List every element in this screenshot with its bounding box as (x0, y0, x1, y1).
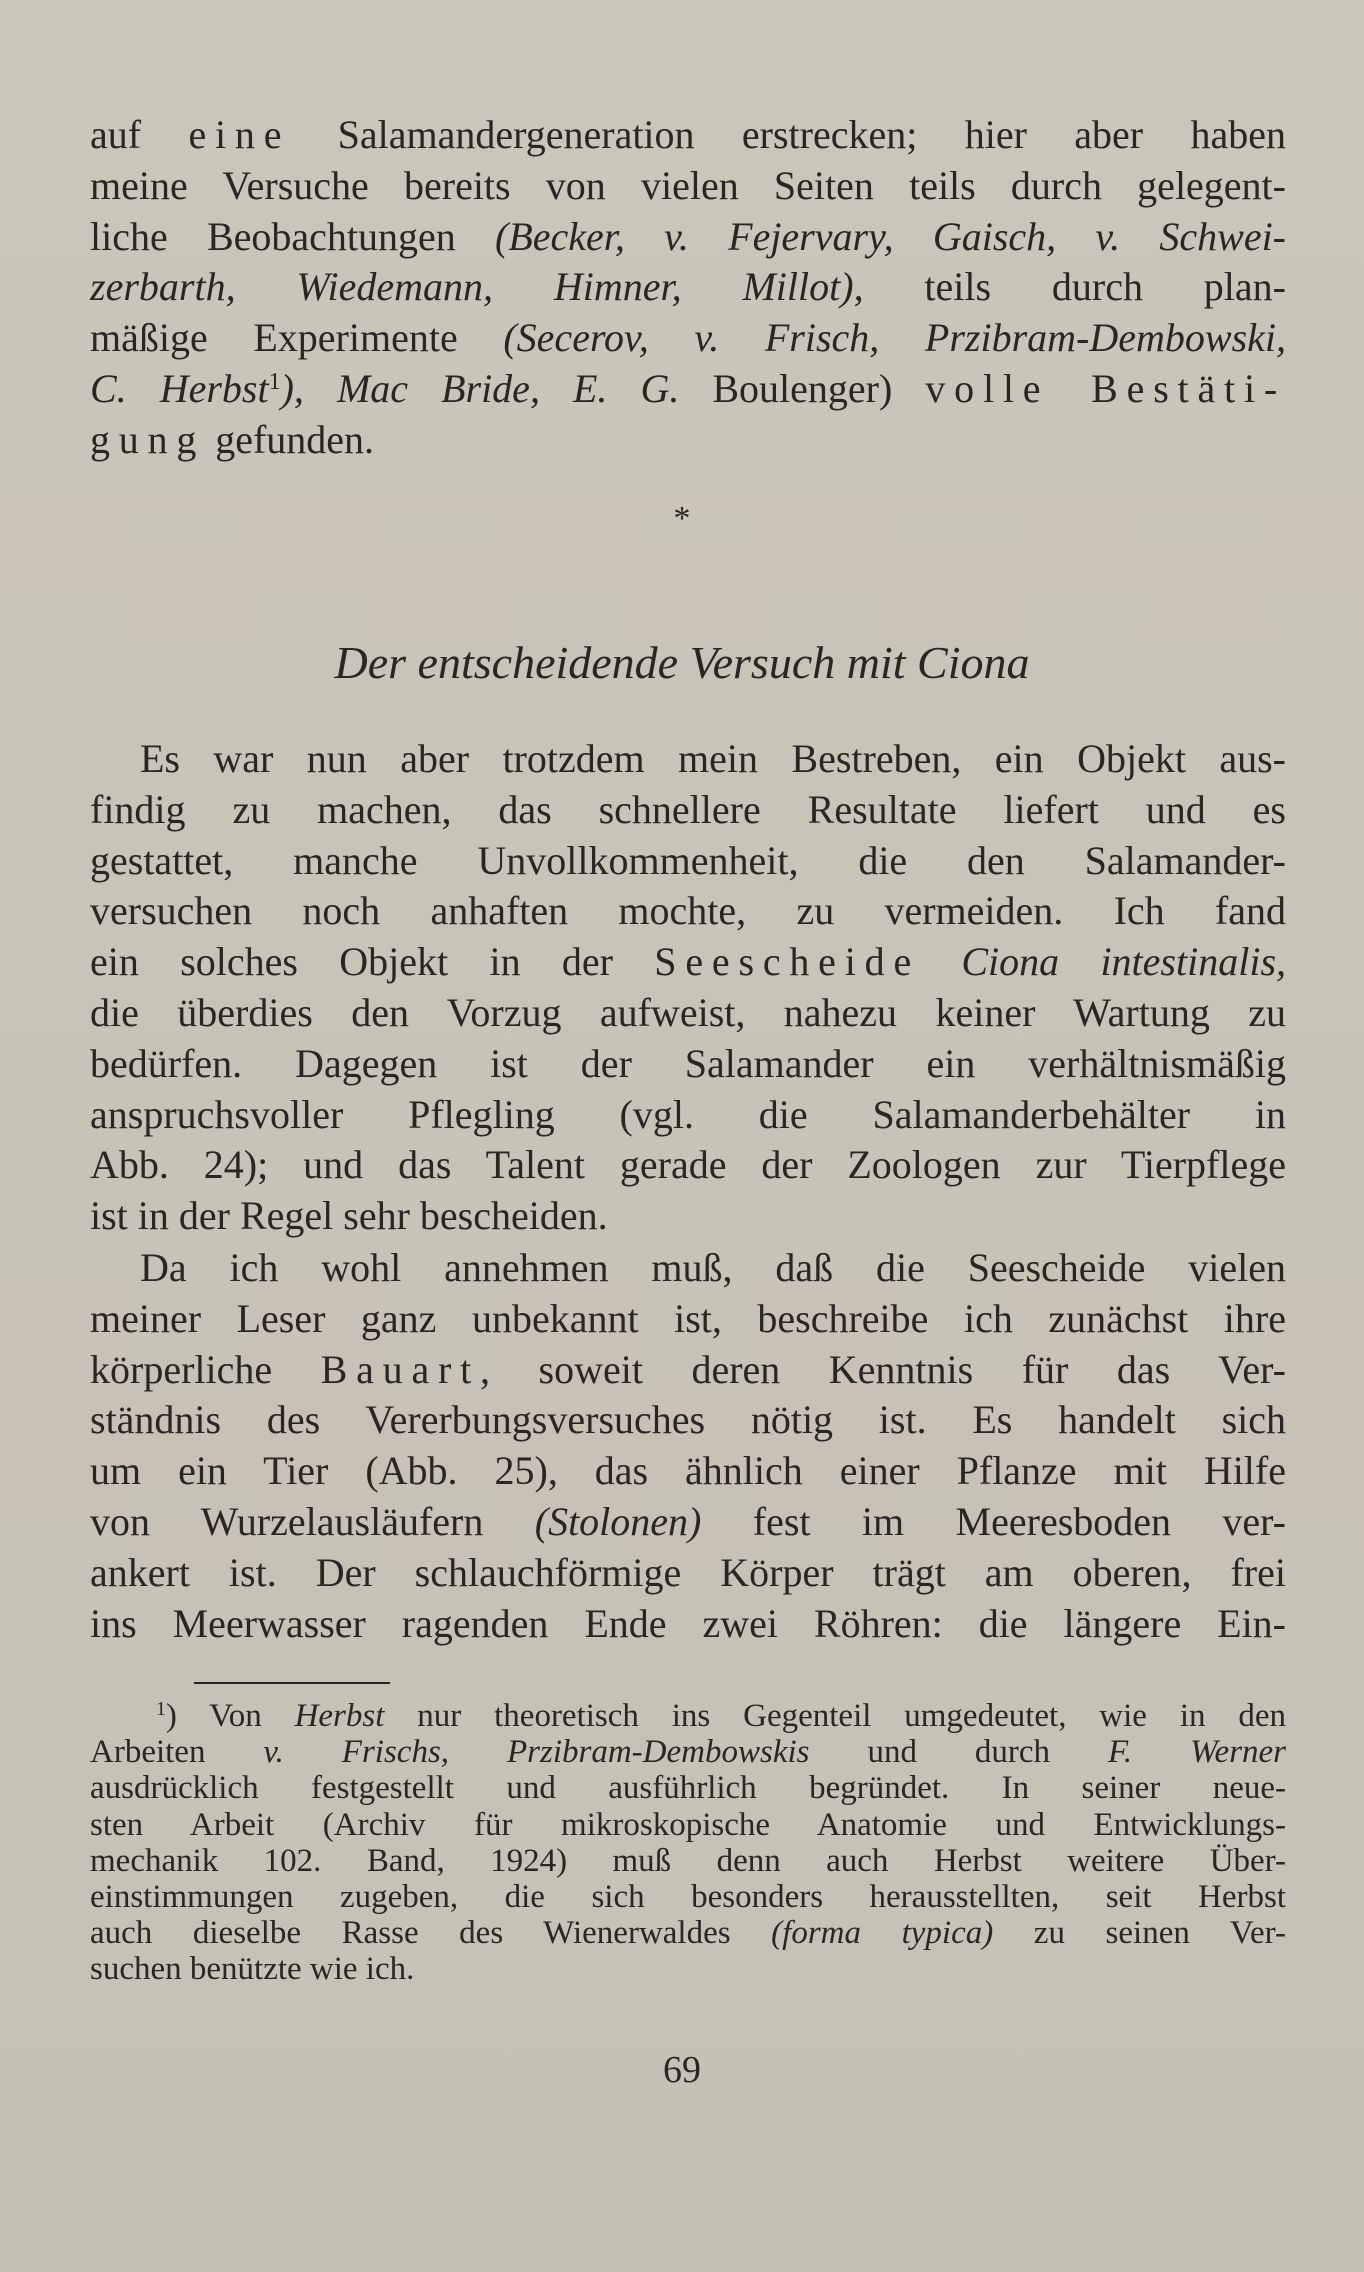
text-line: Da ich wohl annehmen muß, daß die Seescheide vielen (140, 1245, 1286, 1290)
text-line: zerbarth, Wiedemann, Himner, Millot), teils durch plan- (90, 264, 1286, 310)
text-line: körperliche Bauart, soweit deren Kenntnis für das Ver- (90, 1346, 1286, 1392)
text-line: ins Meerwasser ragenden Ende zwei Röhren: die längere Ein- (90, 1600, 1286, 1646)
text-line: ein solches Objekt in der Seescheide Ciona intestinalis, (90, 939, 1287, 985)
italic-names: (Becker, v. Fejervary, Gaisch, v. Schwei- (495, 213, 1287, 259)
italic-species: Ciona intestinalis, (961, 939, 1287, 985)
text-line: findig zu machen, das schnellere Resultate liefert und es (90, 786, 1286, 832)
spaced-emphasis: Bauart (320, 1346, 481, 1392)
text-line: liche Beobachtungen (Becker, v. Fejervary, Gaisch, v. Schwei- (90, 213, 1287, 259)
text-line: C. Herbst$^1$), Mac Bride, E. G. Boulenger) volle Bestäti- (90, 365, 1286, 411)
italic-term: (Stolonen) (534, 1498, 702, 1544)
text-line: bedürfen. Dagegen ist der Salamander ein verhältnismäßig (90, 1040, 1286, 1086)
section-asterisk: * (673, 500, 691, 537)
text-line: ausdrücklich festgestellt und ausführlich begründet. In seiner neue- (90, 1770, 1286, 1807)
spaced-emphasis: Seescheide (654, 939, 920, 985)
text-line: mäßige Experimente (Secerov, v. Frisch, Przibram-Dembowski, (90, 315, 1287, 361)
text-line: suchen benützte wie ich. (90, 1951, 415, 1988)
spaced-emphasis: volle Bestäti- (925, 365, 1286, 411)
text-line: $^1$) Von Herbst nur theoretisch ins Gegenteil umgedeutet, wie in den (156, 1698, 1286, 1734)
italic-names: zerbarth, Wiedemann, Himner, Millot), (90, 264, 864, 310)
text-line: auch dieselbe Rasse des Wienerwaldes (forma typica) zu seinen Ver- (90, 1915, 1286, 1952)
paragraph-2 (90, 734, 1286, 1242)
text-line: die überdies den Vorzug aufweist, nahezu keiner Wartung zu (90, 989, 1286, 1035)
text-line: ist in der Regel sehr bescheiden. (90, 1193, 608, 1239)
text-line: gung gefunden. (90, 416, 375, 462)
italic-names: (Secerov, v. Frisch, Przibram-Dembowski, (503, 315, 1287, 361)
footnote-marker: 1 (156, 1698, 166, 1721)
text-line: ankert ist. Der schlauchförmige Körper trägt am oberen, frei (90, 1549, 1286, 1595)
text-line: einstimmungen zugeben, die sich besonders herausstellten, seit Herbst (90, 1879, 1286, 1916)
text-line: mechanik 102. Band, 1924) muß denn auch Herbst weitere Über- (90, 1842, 1286, 1879)
text-line: anspruchsvoller Pflegling (vgl. die Salamanderbehälter in (90, 1091, 1286, 1137)
text-line: Es war nun aber trotzdem mein Bestreben, ein Objekt aus- (140, 736, 1286, 781)
section-heading: Der entscheidende Versuch mit Ciona (334, 637, 1030, 688)
text-line: auf eine Salamandergeneration erstrecken; hier aber haben (90, 112, 1286, 157)
text-line: versuchen noch anhaften mochte, zu vermeiden. Ich fand (90, 888, 1286, 934)
text-line: meiner Leser ganz unbekannt ist, beschreibe ich zunächst ihre (90, 1295, 1286, 1341)
footnote-marker: 1 (268, 368, 281, 395)
text-line: von Wurzelausläufern (Stolonen) fest im Meeresboden ver- (90, 1498, 1287, 1544)
spaced-emphasis: eine (188, 112, 291, 157)
footnote (90, 1698, 1286, 1988)
footnote-divider (194, 1682, 390, 1684)
spaced-emphasis: gung (90, 416, 206, 462)
text-line: Arbeiten v. Frischs, Przibram-Dembowskis und durch F. Werner (90, 1734, 1287, 1771)
text-line: sten Arbeit (Archiv für mikroskopische Anatomie und Entwicklungs- (90, 1806, 1286, 1843)
page-number: 69 (663, 2049, 701, 2091)
text-line: gestattet, manche Unvollkommenheit, die den Salamander- (90, 837, 1286, 883)
paragraph-1 (90, 110, 1286, 466)
paragraph-3 (90, 1243, 1286, 1649)
text-line: um ein Tier (Abb. 25), das ähnlich einer Pflanze mit Hilfe (90, 1448, 1286, 1494)
text-line: Abb. 24); und das Talent gerade der Zoologen zur Tierpflege (90, 1142, 1286, 1188)
text-line: ständnis des Vererbungsversuches nötig ist. Es handelt sich (90, 1397, 1286, 1443)
text-line: meine Versuche bereits von vielen Seiten teils durch gelegent- (90, 162, 1286, 208)
